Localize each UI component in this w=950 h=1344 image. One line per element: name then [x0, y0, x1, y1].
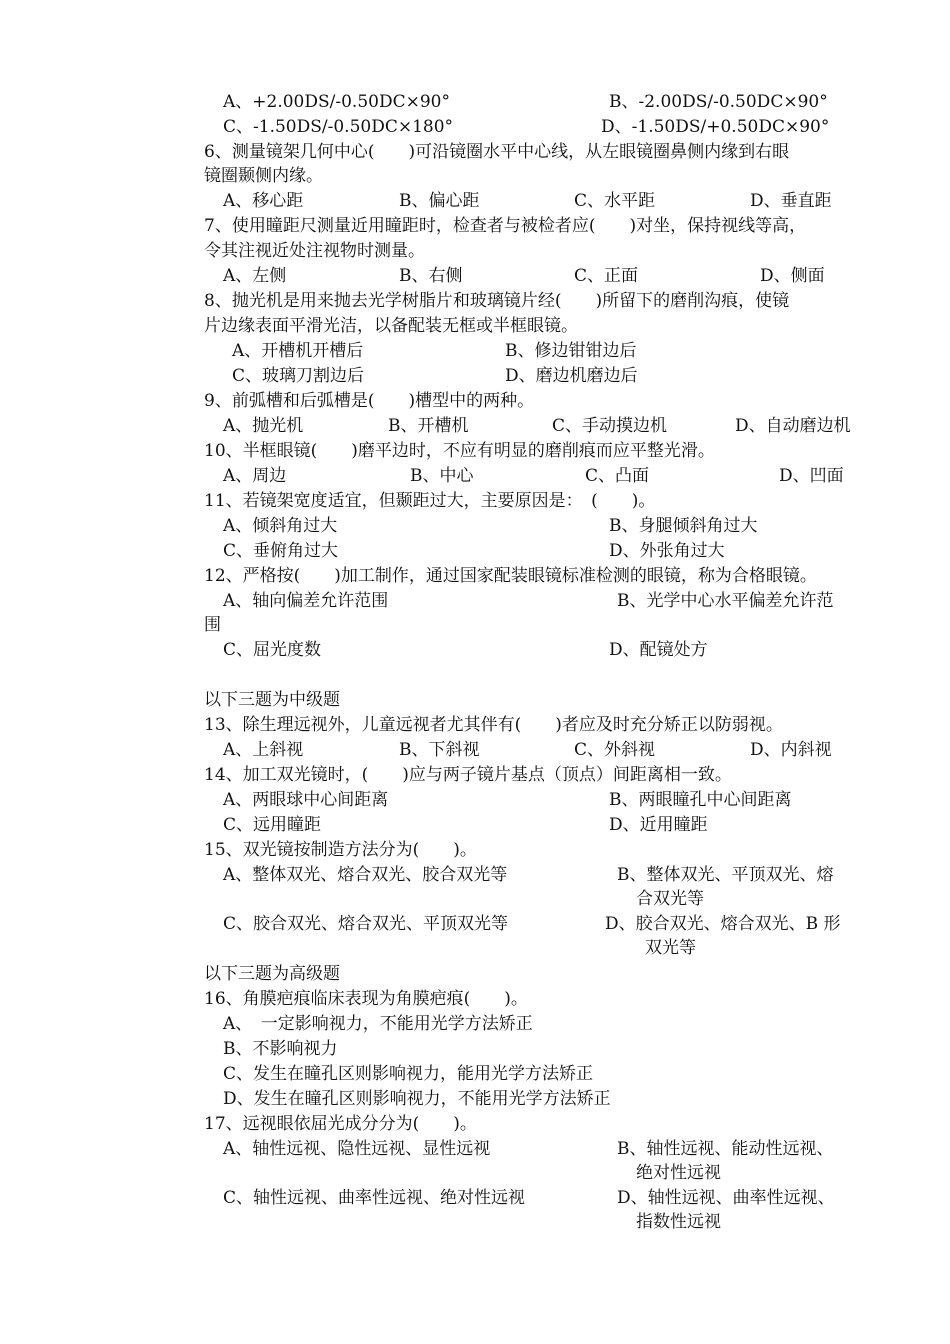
q8-option-d: D、磨边机磨边后 — [505, 366, 638, 386]
q11-stem-line1: 11、若镜架宽度适宜，但颞距过大，主要原因是： ( )。 — [204, 491, 656, 511]
q5-option-c: C、-1.50DS/-0.50DC×180° — [223, 117, 454, 137]
q14-option-a: A、两眼球中心间距离 — [223, 790, 389, 810]
q12-option-b-continued: 围 — [204, 615, 221, 635]
q12-stem-line1: 12、严格按( )加工制作，通过国家配装眼镜标准检测的眼镜，称为合格眼镜。 — [204, 566, 817, 586]
q5-option-b: B、-2.00DS/-0.50DC×90° — [609, 92, 828, 112]
q7-option-a: A、左侧 — [223, 266, 287, 286]
q9-stem-line1: 9、前弧槽和后弧槽是( )槽型中的两种。 — [204, 391, 535, 411]
q17-option-a: A、轴性远视、隐性远视、显性远视 — [223, 1139, 491, 1159]
q11-option-a: A、倾斜角过大 — [223, 516, 338, 536]
q7-option-c: C、正面 — [574, 266, 639, 286]
q13-option-d: D、内斜视 — [750, 740, 832, 760]
q11-option-d: D、外张角过大 — [609, 541, 725, 561]
q13-option-c: C、外斜视 — [574, 740, 656, 760]
section-heading-intermediate: 以下三题为中级题 — [204, 690, 340, 710]
q7-option-d: D、侧面 — [760, 266, 825, 286]
q13-option-b: B、下斜视 — [399, 740, 480, 760]
q13-stem-line1: 13、除生理远视外，儿童远视者尤其伴有( )者应及时充分矫正以防弱视。 — [204, 715, 783, 735]
q10-option-a: A、周边 — [223, 466, 287, 486]
q7-option-b: B、右侧 — [399, 266, 463, 286]
q17-option-b: B、轴性远视、能动性远视、 — [617, 1139, 834, 1159]
q17-stem-line1: 17、远视眼依屈光成分分为( )。 — [204, 1114, 477, 1134]
q16-option-a: A、 一定影响视力，不能用光学方法矫正 — [223, 1014, 533, 1034]
q14-option-d: D、近用瞳距 — [609, 815, 708, 835]
q7-stem-line1: 7、使用瞳距尺测量近用瞳距时，检查者与被检者应( )对坐，保持视线等高， — [204, 216, 807, 236]
q15-option-c: C、胶合双光、熔合双光、平顶双光等 — [223, 914, 509, 934]
q15-option-d-continued: 双光等 — [645, 938, 696, 958]
q12-option-d: D、配镜处方 — [609, 640, 708, 660]
q11-option-c: C、垂俯角过大 — [223, 541, 339, 561]
q8-option-a: A、开槽机开槽后 — [232, 341, 364, 361]
q16-option-b: B、不影响视力 — [223, 1039, 338, 1059]
section-heading-advanced: 以下三题为高级题 — [204, 964, 340, 984]
q6-stem-line2: 镜圈颞侧内缘。 — [204, 166, 323, 186]
q17-option-b-continued: 绝对性远视 — [636, 1163, 721, 1183]
q12-option-b: B、光学中心水平偏差允许范 — [617, 591, 834, 611]
q15-option-d: D、胶合双光、熔合双光、B 形 — [605, 914, 841, 934]
q8-stem-line2: 片边缘表面平滑光洁，以备配装无框或半框眼镜。 — [204, 316, 578, 336]
q8-stem-line1: 8、抛光机是用来抛去光学树脂片和玻璃镜片经( )所留下的磨削沟痕，使镜 — [204, 291, 790, 311]
q6-stem-line1: 6、测量镜架几何中心( )可沿镜圈水平中心线，从左眼镜圈鼻侧内缘到右眼 — [204, 142, 790, 162]
q14-option-b: B、两眼瞳孔中心间距离 — [609, 790, 792, 810]
q10-option-b: B、中心 — [410, 466, 474, 486]
q16-option-d: D、发生在瞳孔区则影响视力，不能用光学方法矫正 — [223, 1089, 611, 1109]
q6-option-a: A、移心距 — [223, 191, 304, 211]
q7-stem-line2: 令其注视近处注视物时测量。 — [204, 241, 425, 261]
q12-option-c: C、屈光度数 — [223, 640, 322, 660]
q10-option-d: D、凹面 — [779, 466, 844, 486]
q17-option-c: C、轴性远视、曲率性远视、绝对性远视 — [223, 1188, 526, 1208]
q6-option-b: B、偏心距 — [399, 191, 480, 211]
q9-option-c: C、手动摸边机 — [552, 416, 668, 436]
q16-option-c: C、发生在瞳孔区则影响视力，能用光学方法矫正 — [223, 1064, 594, 1084]
q17-option-d: D、轴性远视、曲率性远视、 — [617, 1188, 835, 1208]
q10-stem-line1: 10、半框眼镜( )磨平边时，不应有明显的磨削痕而应平整光滑。 — [204, 441, 715, 461]
q5-option-d: D、-1.50DS/+0.50DC×90° — [601, 117, 830, 137]
q6-option-c: C、水平距 — [574, 191, 656, 211]
q12-option-a: A、轴向偏差允许范围 — [223, 591, 389, 611]
q13-option-a: A、上斜视 — [223, 740, 304, 760]
q15-option-b: B、整体双光、平顶双光、熔 — [617, 865, 834, 885]
q11-option-b: B、身腿倾斜角过大 — [609, 516, 758, 536]
q6-option-d: D、垂直距 — [750, 191, 832, 211]
q9-option-d: D、自动磨边机 — [735, 416, 851, 436]
q14-option-c: C、远用瞳距 — [223, 815, 322, 835]
q10-option-c: C、凸面 — [585, 466, 650, 486]
q15-option-b-continued: 合双光等 — [636, 889, 704, 909]
q9-option-a: A、抛光机 — [223, 416, 304, 436]
q17-option-d-continued: 指数性远视 — [636, 1212, 721, 1232]
q8-option-b: B、修边钳钳边后 — [505, 341, 637, 361]
q15-stem-line1: 15、双光镜按制造方法分为( )。 — [204, 840, 477, 860]
q9-option-b: B、开槽机 — [388, 416, 469, 436]
q16-stem-line1: 16、角膜疤痕临床表现为角膜疤痕( )。 — [204, 989, 528, 1009]
q15-option-a: A、整体双光、熔合双光、胶合双光等 — [223, 865, 508, 885]
q5-option-a: A、+2.00DS/-0.50DC×90° — [223, 92, 450, 112]
q14-stem-line1: 14、加工双光镜时，( )应与两子镜片基点（顶点）间距离相一致。 — [204, 765, 732, 785]
q8-option-c: C、玻璃刀割边后 — [232, 366, 365, 386]
